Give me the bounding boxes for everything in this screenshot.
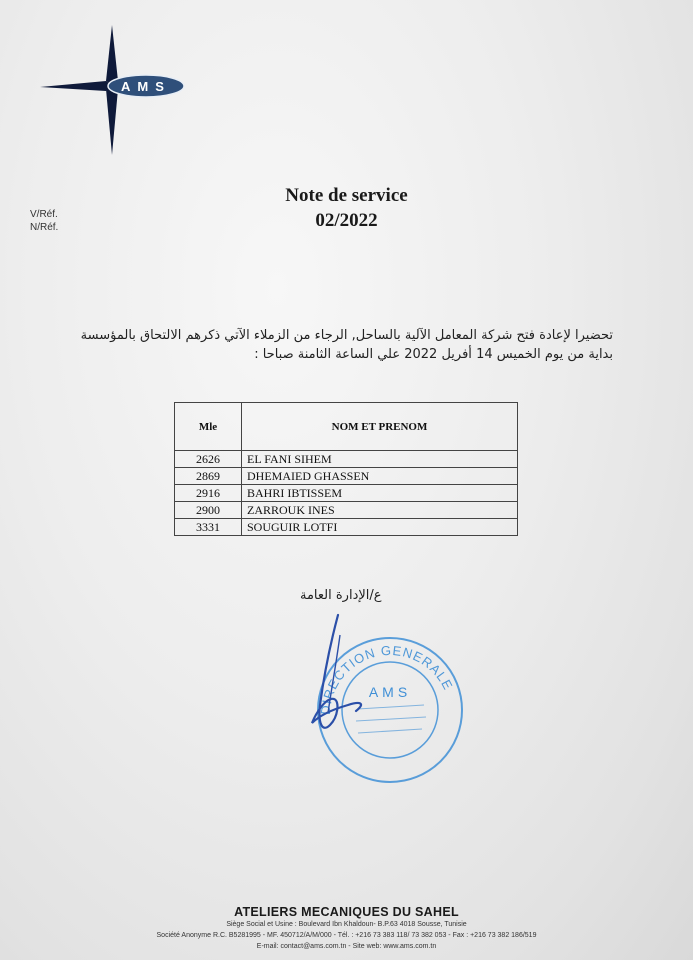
- n-ref-label: N/Réf.: [30, 222, 59, 233]
- table-header-row: [175, 403, 518, 451]
- table-row: [175, 451, 518, 468]
- footer-contact: E-mail: contact@ams.com.tn - Site web: www.ams.com.tn: [256, 943, 437, 950]
- stamp-and-signature: [300, 605, 470, 795]
- cell-name: ZARROUK INES: [242, 502, 518, 519]
- table-row: [175, 468, 518, 485]
- cell-name: DHEMAIED GHASSEN: [242, 468, 518, 485]
- cell-mle: 3331: [175, 519, 242, 536]
- cell-mle: 2869: [175, 468, 242, 485]
- footer-company: ATELIERS MECANIQUES DU SAHEL: [234, 905, 459, 919]
- staff-table: [174, 402, 518, 536]
- footer-legal: Société Anonyme R.C. B5281995 - MF. 450712/A/M/000 - Tél. : +216 73 383 118/ 73 382 053 - Fax : +216 73 382 186/519: [156, 932, 537, 939]
- header-name: NOM ET PRENOM: [242, 403, 518, 451]
- signature-label: ع/الإدارة العامة: [300, 588, 382, 603]
- body-paragraph: [73, 326, 613, 364]
- cell-mle: 2900: [175, 502, 242, 519]
- cell-name: EL FANI SIHEM: [242, 451, 518, 468]
- document-title: [0, 183, 693, 233]
- stamp-icon: [318, 638, 462, 782]
- table-row: [175, 519, 518, 536]
- logo-text: AMS: [121, 79, 171, 94]
- header-mle: Mle: [175, 403, 242, 451]
- footer-address: Siège Social et Usine : Boulevard Ibn Khaldoun- B.P.63 4018 Sousse, Tunisie: [226, 921, 467, 928]
- cell-name: SOUGUIR LOTFI: [242, 519, 518, 536]
- stamp-ring-text: DIRECTION GENERALE: [317, 642, 456, 716]
- cell-mle: 2626: [175, 451, 242, 468]
- v-ref-label: V/Réf.: [30, 209, 58, 220]
- cell-name: BAHRI IBTISSEM: [242, 485, 518, 502]
- title-line-1: Note de service: [285, 185, 408, 206]
- page-footer: [0, 905, 693, 952]
- body-line-1: تحضيرا لإعادة فتح شركة المعامل الآلية بالساحل, الرجاء من الزملاء الآتي ذكرهم الالتحاق بالمؤسسة: [80, 328, 613, 343]
- title-line-2: 02/2022: [315, 210, 378, 231]
- ams-logo: [40, 25, 190, 160]
- cell-mle: 2916: [175, 485, 242, 502]
- stamp-center-text: AMS: [368, 684, 412, 700]
- table-row: [175, 502, 518, 519]
- table-row: [175, 485, 518, 502]
- body-line-2: بداية من يوم الخميس 14 أفريل 2022 علي الساعة الثامنة صباحا :: [254, 347, 613, 362]
